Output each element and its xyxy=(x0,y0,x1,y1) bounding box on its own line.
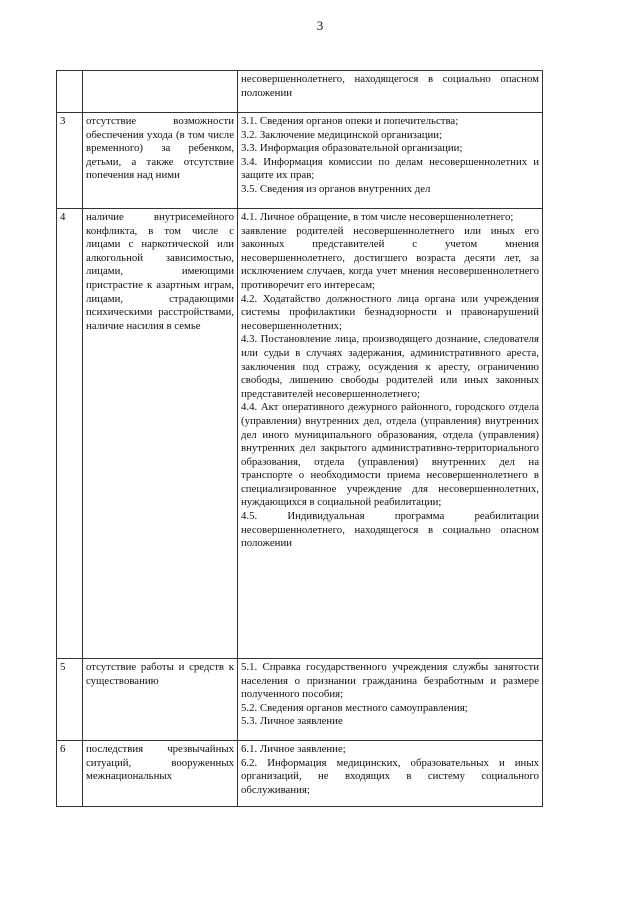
document-item: 4.4. Акт оперативного дежурного районного, городского отдела (управления) внутренних дел, отдела (управления) внутренних дел иного муниципального образования, отдела (управления) внутренних дел закрытого административно-территориального образования, отдела (управления) внутренних дел на транспорте о необходимости приема несовершеннолетнего в специализированное учреждение для несовершеннолетних, нуждающихся в социальной реабилитации; xyxy=(241,401,539,509)
row-condition: отсутствие возможности обеспечения ухода (в том числе временного) за ребенком, детьми, а также отсутствие попечения над ними xyxy=(83,113,238,209)
document-item: 3.4. Информация комиссии по делам несовершеннолетних и защите их прав; xyxy=(241,155,539,182)
document-item: 5.3. Личное заявление xyxy=(241,715,343,728)
document-item: 3.2. Заключение медицинской организации; xyxy=(241,128,443,141)
row-condition: последствия чрезвычайных ситуаций, вооруженных межнациональных xyxy=(83,741,238,807)
document-item: 4.3. Постановление лица, производящего дознание, следователя или судьи в случаях задержания, административного ареста, заключения под стражу, осуждения к аресту, ограничению свободы, лишению свободы родителей или иных законных представителей несовершеннолетнего; xyxy=(241,333,539,400)
page-number: 3 xyxy=(316,18,324,33)
table-row xyxy=(57,209,543,659)
row-documents xyxy=(238,741,543,807)
document-item: 4.1. Личное обращение, в том числе несовершеннолетнего; xyxy=(241,211,514,223)
document-item: 4.5. Индивидуальная программа реабилитации несовершеннолетнего, находящегося в социально опасном положении xyxy=(241,510,539,550)
table-row xyxy=(57,113,543,209)
row-documents xyxy=(238,659,543,741)
row-documents xyxy=(238,209,543,659)
document-item: заявление родителей несовершеннолетнего или иных его законных представителей с учетом мнения несовершеннолетнего, достигшего возраста десяти лет, за исключением случаев, когда учет мнения несовершеннолетнего противоречит его интересам; xyxy=(241,224,539,291)
document-item: 5.1. Справка государственного учреждения службы занятости населения о признании гражданина безработным и размере полученного пособия; xyxy=(241,661,539,701)
row-condition xyxy=(83,71,238,113)
row-condition: отсутствие работы и средств к существованию xyxy=(83,659,238,741)
table-row xyxy=(57,71,543,113)
document-item: 3.5. Сведения из органов внутренних дел xyxy=(241,182,431,195)
table-body xyxy=(57,71,543,807)
row-number: 3 xyxy=(57,113,83,209)
document-item: несовершеннолетнего, находящегося в социально опасном положении xyxy=(241,73,539,99)
documents-table xyxy=(56,70,543,807)
document-item: 6.1. Личное заявление; xyxy=(241,743,346,755)
document-item: 3.1. Сведения органов опеки и попечительства; xyxy=(241,115,459,127)
row-number: 6 xyxy=(57,741,83,807)
document-item: 4.2. Ходатайство должностного лица органа или учреждения системы профилактики безнадзорности и правонарушений несовершеннолетних; xyxy=(241,292,539,332)
document-item: 6.2. Информация медицинских, образовательных и иных организаций, не входящих в систему социального обслуживания; xyxy=(241,756,539,796)
row-documents xyxy=(238,113,543,209)
row-documents xyxy=(238,71,543,113)
row-number xyxy=(57,71,83,113)
document-item: 5.2. Сведения органов местного самоуправления; xyxy=(241,701,468,714)
table-row xyxy=(57,659,543,741)
row-condition: наличие внутрисемейного конфликта, в том числе с лицами с наркотической или алкогольной зависимостью, лицами, имеющими пристрастие к азартным играм, лицами, страдающими психическими расстройствами, наличие насилия в семье xyxy=(83,209,238,659)
document-item: 3.3. Информация образовательной организации; xyxy=(241,142,463,155)
table-row xyxy=(57,741,543,807)
row-number: 5 xyxy=(57,659,83,741)
row-number: 4 xyxy=(57,209,83,659)
